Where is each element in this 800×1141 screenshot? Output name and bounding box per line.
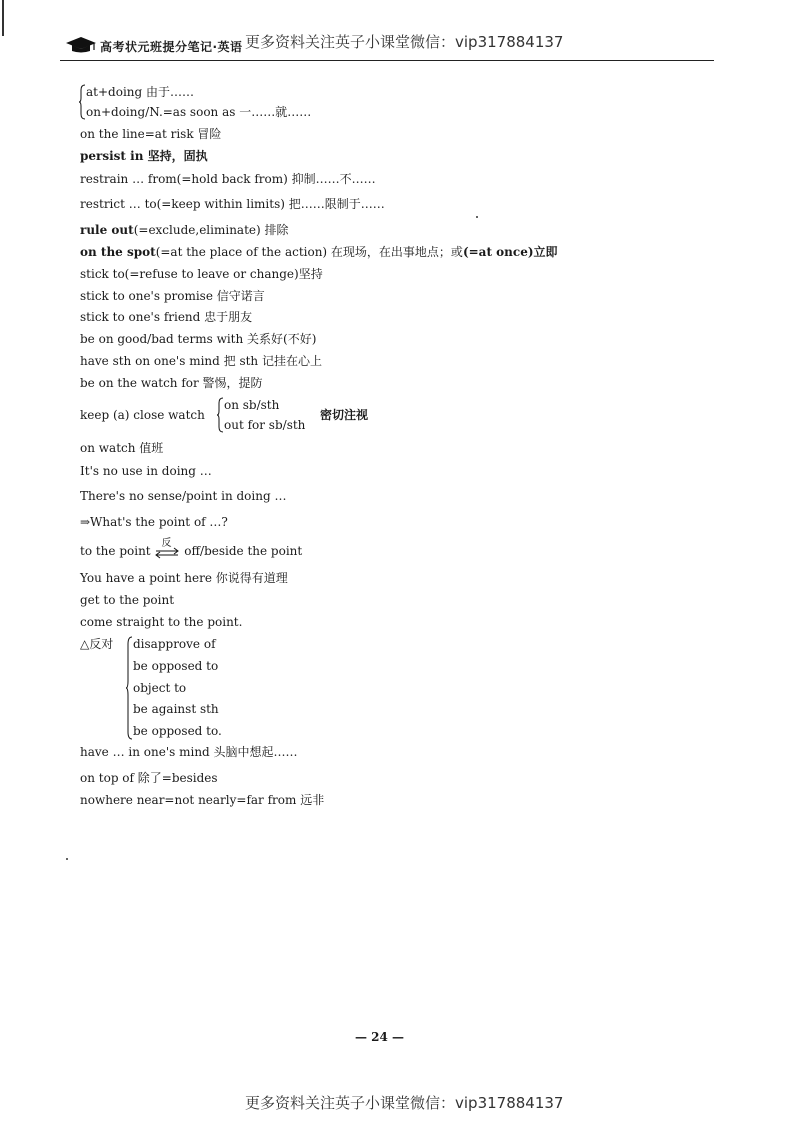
entry-stick-promise: stick to one's promise 信守诺言: [80, 289, 265, 303]
double-arrow-icon: [154, 545, 180, 559]
entry-on-the-spot: [80, 244, 558, 260]
bottom-watermark: 更多资料关注英子小课堂微信：vip317884137: [245, 1094, 564, 1112]
entry-keep-watch: keep (a) close watch: [80, 408, 205, 422]
entry-restrict: restrict … to(=keep within limits) 把……限制于……: [80, 197, 385, 211]
page-number: — 24 —: [355, 1030, 405, 1044]
left-brace-3: [125, 636, 133, 740]
graduation-cap-icon: [64, 36, 98, 54]
rule-out-meaning: (=exclude,eliminate) 排除: [133, 223, 289, 237]
scan-speck: [476, 216, 478, 218]
scan-speck: [66, 858, 68, 860]
entry-no-use: It's no use in doing …: [80, 464, 212, 478]
entry-have-in-mind: have … in one's mind 头脑中想起……: [80, 745, 298, 759]
entry-stick-friend: stick to one's friend 忠于朋友: [80, 310, 253, 324]
entry-on-the-watch: be on the watch for 警惕，提防: [80, 376, 263, 390]
top-watermark: 更多资料关注英子小课堂微信：vip317884137: [245, 33, 564, 51]
entry-nowhere-near: nowhere near=not nearly=far from 远非: [80, 793, 325, 807]
keep-watch-option-2: out for sb/sth: [224, 418, 306, 432]
keep-watch-option-1: on sb/sth: [224, 398, 280, 412]
to-the-point-antonym: off/beside the point: [184, 544, 303, 558]
antonym-label: 反: [161, 538, 172, 549]
entry-stick-to: stick to(=refuse to leave or change)坚持: [80, 267, 323, 281]
entry-rule-out: [80, 222, 289, 238]
entry-on-top-of: on top of 除了=besides: [80, 771, 218, 785]
left-brace-2: [216, 397, 224, 433]
keep-watch-meaning: 密切注视: [320, 408, 369, 422]
entry-restrain: restrain … from(=hold back from) 抑制……不……: [80, 172, 376, 186]
on-the-spot-meaning: (=at the place of the action) 在现场，在出事地点；或: [155, 245, 463, 259]
entry-good-bad-terms: be on good/bad terms with 关系好(不好): [80, 332, 317, 346]
entry-on-the-line: on the line=at risk 冒险: [80, 127, 222, 141]
rule-out-phrase: rule out: [80, 223, 134, 237]
entry-no-sense: There's no sense/point in doing …: [80, 489, 287, 503]
oppose-item: disapprove of: [133, 637, 216, 651]
book-title: 高考状元班提分笔记·英语: [100, 40, 243, 54]
entry-on-watch: on watch 值班: [80, 441, 164, 455]
entry-get-to-point: get to the point: [80, 593, 175, 607]
oppose-item: object to: [133, 681, 187, 695]
entry-have-a-point: You have a point here 你说得有道理: [80, 571, 288, 585]
oppose-item: be opposed to.: [133, 724, 222, 738]
on-the-spot-phrase: on the spot: [80, 245, 156, 259]
to-the-point-phrase: to the point: [80, 544, 151, 558]
header-rule: [60, 60, 714, 61]
entry-come-straight: come straight to the point.: [80, 615, 243, 629]
oppose-item: be against sth: [133, 702, 219, 716]
entry-have-on-mind: have sth on one's mind 把 sth 记挂在心上: [80, 354, 322, 368]
entry-oppose-heading: △反对: [80, 637, 114, 651]
entry-whats-point: ⇒What's the point of …?: [80, 515, 228, 529]
page-header: [0, 0, 800, 62]
scan-edge-mark: [2, 0, 4, 36]
entry-persist-in: persist in 坚持，固执: [80, 149, 208, 163]
antonym-arrow: [154, 538, 180, 557]
left-brace-1: [78, 84, 86, 120]
on-the-spot-alt: (=at once)立即: [462, 245, 558, 259]
entry-at-doing: at+doing 由于……: [86, 85, 195, 99]
oppose-item: be opposed to: [133, 659, 219, 673]
entry-on-doing: on+doing/N.=as soon as 一……就……: [86, 105, 312, 119]
entry-to-the-point: [80, 538, 303, 559]
